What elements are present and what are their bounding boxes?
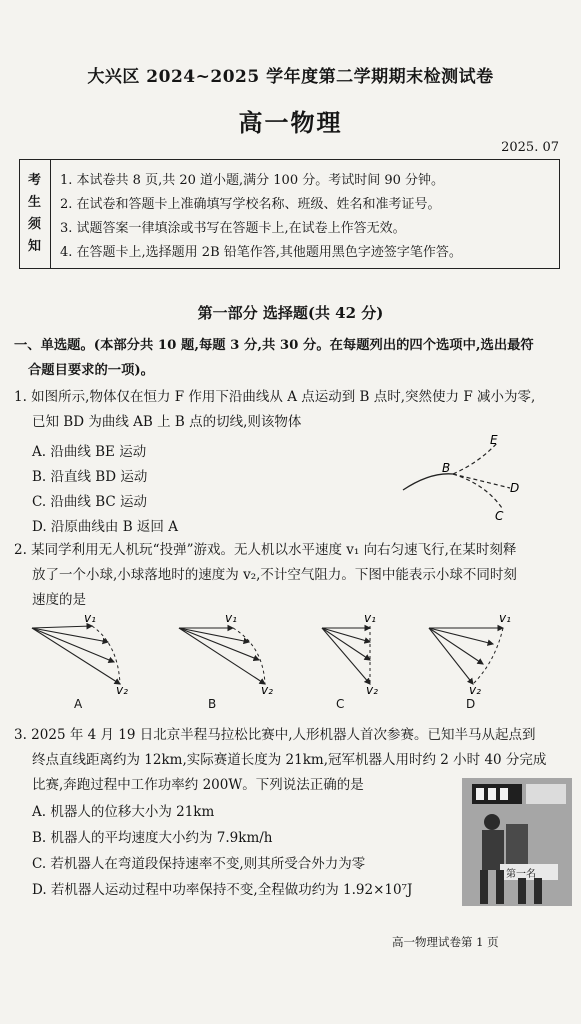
curve-bc <box>453 474 502 508</box>
part-title: 第一部分 选择题(共 42 分) <box>197 304 384 322</box>
q1-option-d: D. 沿原曲线由 B 返回 A <box>32 519 178 535</box>
notice-side-char: 须 <box>27 217 41 232</box>
v1-label: v₁ <box>84 612 96 625</box>
notice-line: 4. 在答题卡上,选择题用 2B 铅笔作答,其他题用黑色字迹签字笔作答。 <box>60 245 462 260</box>
section-heading-line: 合题目要求的一项)。 <box>28 363 154 378</box>
q2-label-b: B <box>208 697 217 711</box>
notice-side-char: 生 <box>27 195 41 210</box>
question-3-line: 终点直线距离约为 12km,实际赛道长度为 21km,冠军机器人用时约 2 小时 40 分完成 <box>32 752 547 768</box>
label-b: B <box>442 461 451 475</box>
question-2-line: 放了一个小球,小球落地时的速度为 v₂,不计空气阻力。下图中能表示小球不同时刻 <box>32 567 517 583</box>
q3-option-b: B. 机器人的平均速度大小约为 7.9km/h <box>32 830 273 846</box>
question-1-stem <box>14 385 574 435</box>
q1-option-c: C. 沿曲线 BC 运动 <box>32 494 148 510</box>
q2-diagram-d <box>425 612 525 694</box>
question-3-line: 3. 2025 年 4 月 19 日北京半程马拉松比赛中,人形机器人首次参赛。已知半马从起点到 <box>14 727 536 743</box>
q3-option-a: A. 机器人的位移大小为 21km <box>32 804 215 820</box>
v1-label: v₁ <box>499 612 511 625</box>
v2-label: v₂ <box>366 683 378 694</box>
label-e: E <box>490 433 498 447</box>
section-heading <box>14 333 570 383</box>
q2-diagram-c <box>318 612 388 694</box>
notice-line: 1. 本试卷共 8 页,共 20 道小题,满分 100 分。考试时间 90 分钟。 <box>60 173 445 188</box>
photo-banner-text: 第一名 <box>506 869 536 880</box>
q2-label-d: D <box>466 697 476 711</box>
q3-option-c: C. 若机器人在弯道段保持速率不变,则其所受合外力为零 <box>32 856 366 872</box>
question-2-line: 速度的是 <box>32 592 86 608</box>
q2-label-c: C <box>336 697 345 711</box>
exam-date: 2025. 07 <box>501 140 559 155</box>
q2-label-a: A <box>74 697 83 711</box>
q1-option-b: B. 沿直线 BD 运动 <box>32 469 148 485</box>
robot-race-photo <box>462 778 572 906</box>
question-1-line: 已知 BD 为曲线 AB 上 B 点的切线,则该物体 <box>32 414 302 430</box>
question-1-line: 1. 如图所示,物体仅在恒力 F 作用下沿曲线从 A 点运动到 B 点时,突然使力 F 减小为零, <box>14 389 536 405</box>
photo-illustration <box>462 778 572 906</box>
question-2-stem <box>14 538 574 613</box>
question-3-line: 比赛,奔跑过程中工作功率约 200W。下列说法正确的是 <box>32 777 364 793</box>
q2-diagram-b <box>175 612 275 694</box>
label-c: C <box>495 509 504 523</box>
v2-label: v₂ <box>261 683 273 694</box>
subject-title: 高一物理 <box>238 108 343 137</box>
page-footer: 高一物理试卷第 1 页 <box>392 935 499 949</box>
q2-diagram-a <box>28 612 128 694</box>
question-2-line: 2. 某同学利用无人机玩“投弹”游戏。无人机以水平速度 v₁ 向右匀速飞行,在某时刻释 <box>14 542 517 558</box>
v1-label: v₁ <box>225 612 237 625</box>
exam-title: 大兴区 2024~2025 学年度第二学期期末检测试卷 <box>87 67 494 87</box>
notice-side-label <box>19 159 51 269</box>
v1-label: v₁ <box>364 612 376 625</box>
curve-ab <box>403 474 453 490</box>
v2-label: v₂ <box>469 683 481 694</box>
q1-trajectory-figure <box>395 432 545 524</box>
notice-side-char: 考 <box>27 173 41 188</box>
q1-option-a: A. 沿曲线 BE 运动 <box>32 444 147 460</box>
notice-side-char: 知 <box>27 239 41 254</box>
notice-line: 3. 试题答案一律填涂或书写在答题卡上,在试卷上作答无效。 <box>60 221 406 236</box>
notice-line: 2. 在试卷和答题卡上准确填写学校名称、班级、姓名和准考证号。 <box>60 197 441 212</box>
notice-lines <box>60 169 462 265</box>
section-heading-line: 一、单选题。(本部分共 10 题,每题 3 分,共 30 分。在每题列出的四个选项中,选出最符 <box>14 338 534 353</box>
line-bd <box>453 474 510 488</box>
v2-label: v₂ <box>116 683 128 694</box>
q3-option-d: D. 若机器人运动过程中功率保持不变,全程做功约为 1.92×10⁷J <box>32 882 413 898</box>
label-d: D <box>510 481 520 495</box>
